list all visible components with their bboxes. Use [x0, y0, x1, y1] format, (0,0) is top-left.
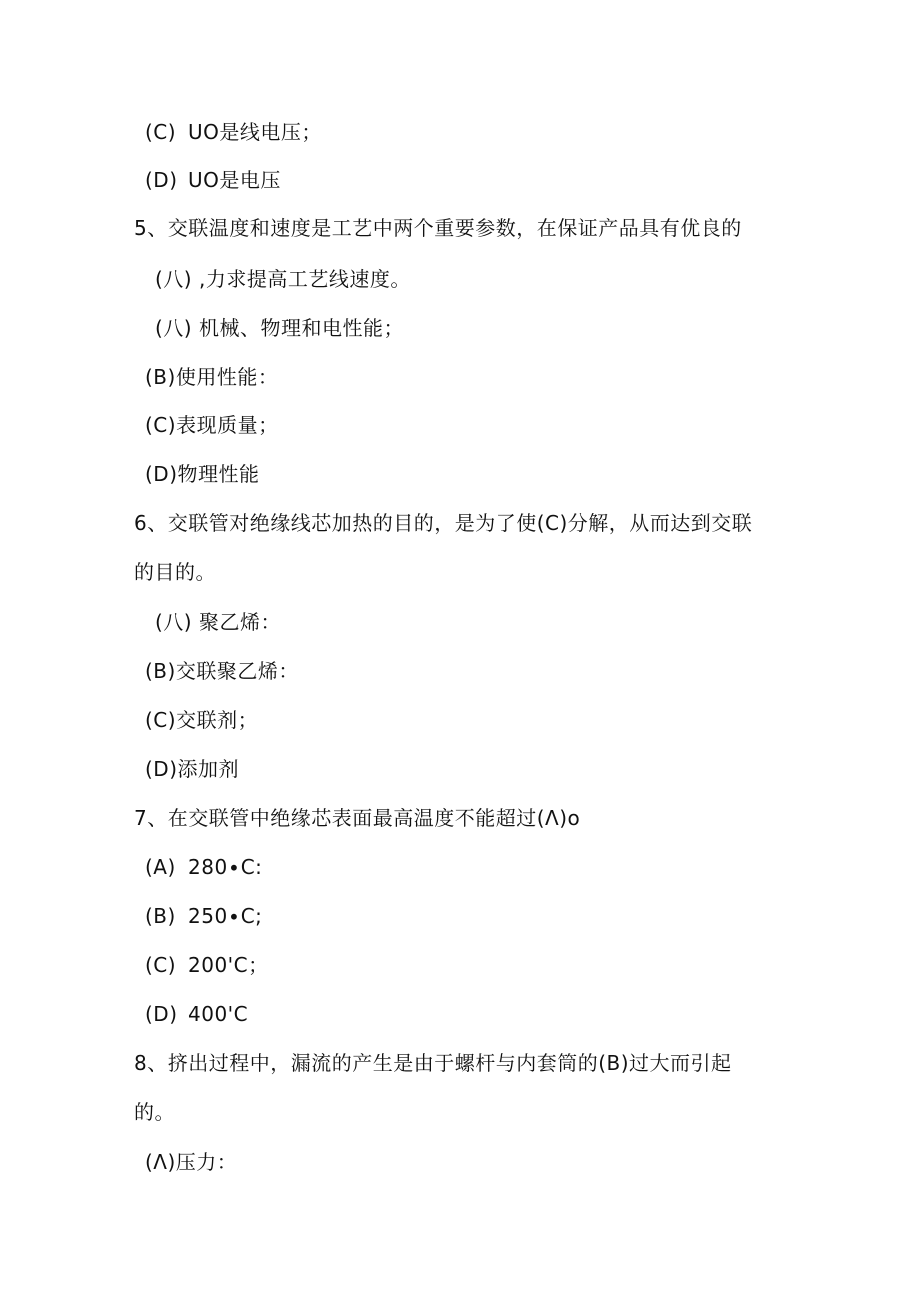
option-text: UO是电压: [188, 168, 281, 192]
option-label: (D): [145, 168, 178, 192]
question-6-option-b: (B)交联聚乙烯：: [145, 659, 299, 683]
option-label: (D): [145, 1002, 178, 1026]
option-text: UO是线电压；: [188, 120, 322, 144]
question-5-text: 5、交联温度和速度是工艺中两个重要参数，在保证产品具有优良的: [134, 216, 742, 240]
question-5-option-a: (八) 机械、物理和电性能；: [155, 316, 404, 340]
option-label: (B): [145, 904, 176, 928]
question-6-option-a: (八) 聚乙烯：: [155, 610, 281, 634]
question-7-option-c: [145, 951, 269, 979]
question-8-option-a: (Λ)压力：: [145, 1150, 238, 1174]
question-5-continuation: (八) ,力求提高工艺线速度。: [155, 267, 411, 291]
question-8-continuation: 的。: [134, 1100, 175, 1124]
option-text: 280∙C:: [188, 855, 263, 879]
question-5-option-d: (D)物理性能: [145, 462, 260, 486]
option-label: (A): [145, 855, 176, 879]
question-8-text: 8、挤出过程中，漏流的产生是由于螺杆与内套筒的(B)过大而引起: [134, 1051, 732, 1075]
option-label: (C): [145, 120, 177, 144]
question-7-option-d: [145, 1000, 248, 1028]
option-text: 250∙C;: [188, 904, 263, 928]
question-5-option-b: (B)使用性能：: [145, 365, 279, 389]
question-6-continuation: 的目的。: [134, 560, 216, 584]
option-c: [145, 118, 322, 146]
question-7-option-a: [145, 853, 262, 881]
question-6-option-d: (D)添加剂: [145, 757, 240, 781]
option-text: 200'C；: [188, 953, 269, 977]
option-text: 400'C: [188, 1002, 249, 1026]
question-6-text: 6、交联管对绝缘线芯加热的目的，是为了使(C)分解，从而达到交联: [134, 511, 753, 535]
option-label: (C): [145, 953, 177, 977]
question-6-option-c: (C)交联剂；: [145, 708, 259, 732]
question-7-text: 7、在交联管中绝缘芯表面最高温度不能超过(Λ)o: [134, 806, 581, 830]
option-d: [145, 166, 281, 194]
question-5-option-c: (C)表现质量；: [145, 413, 279, 437]
question-7-option-b: [145, 902, 262, 930]
